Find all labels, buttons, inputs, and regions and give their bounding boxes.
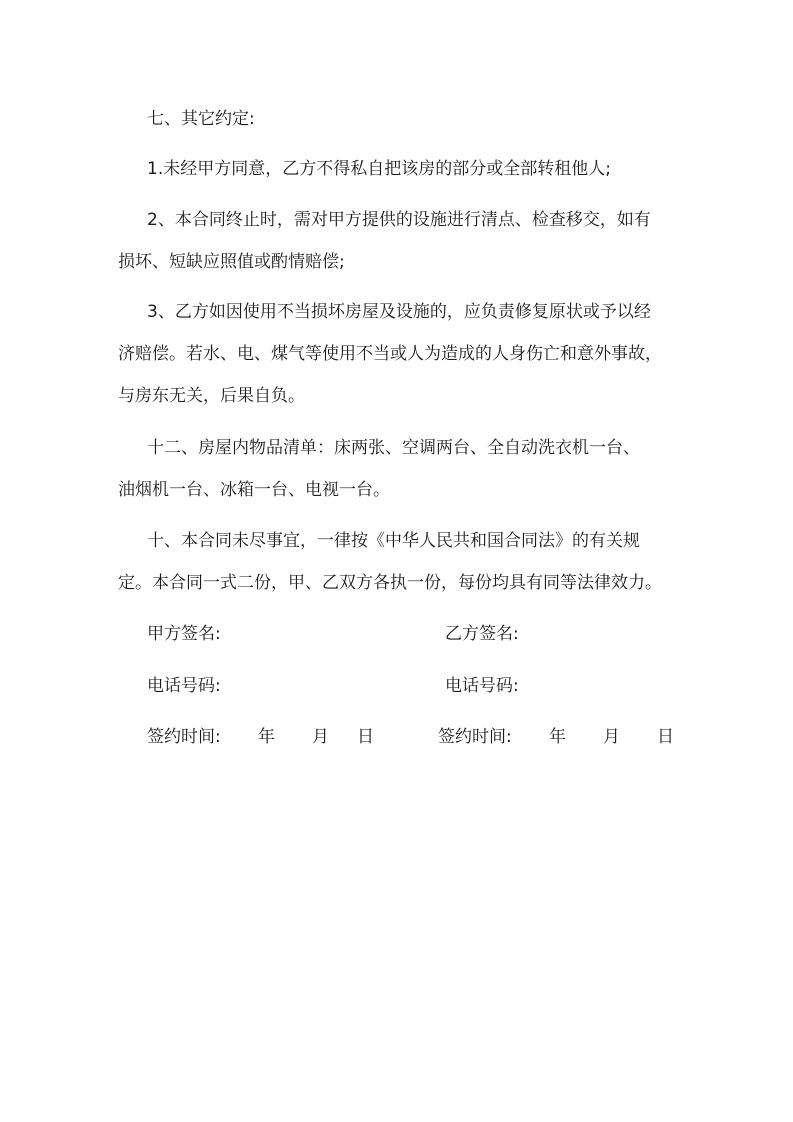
party-a-phone-label: 电话号码:: [147, 676, 221, 696]
party-b-month: 月: [603, 727, 620, 747]
party-a-date-label: 签约时间:: [147, 727, 221, 747]
clause-3-line-2: 济赔偿。若水、电、煤气等使用不当或人为造成的人身伤亡和意外事故，: [118, 344, 662, 364]
party-b-sign-label: 乙方签名:: [445, 624, 519, 644]
clause-1: 1.未经甲方同意，乙方不得私自把该房的部分或全部转租他人;: [147, 159, 611, 179]
party-b-date-label: 签约时间:: [438, 727, 512, 747]
section-ten-line-2: 定。本合同一式二份，甲、乙双方各执一份，每份均具有同等法律效力。: [118, 573, 662, 593]
clause-2-line-2: 损坏、短缺应照值或酌情赔偿;: [118, 252, 345, 272]
section-twelve-line-2: 油烟机一台、冰箱一台、电视一台。: [118, 480, 390, 500]
section-twelve-line-1: 十二、房屋内物品清单：床两张、空调两台、全自动洗衣机一台、: [147, 438, 640, 458]
section-ten-line-1: 十、本合同未尽事宜，一律按《中华人民共和国合同法》的有关规: [147, 531, 640, 551]
party-a-year: 年: [258, 727, 275, 747]
section-seven-title: 七、其它约定:: [147, 109, 255, 129]
party-b-phone-label: 电话号码:: [445, 676, 519, 696]
clause-3-line-1: 3、乙方如因使用不当损坏房屋及设施的，应负责修复原状或予以经: [147, 302, 651, 322]
clause-3-line-3: 与房东无关，后果自负。: [118, 386, 305, 406]
party-a-sign-label: 甲方签名:: [147, 624, 221, 644]
party-a-day: 日: [357, 727, 374, 747]
party-a-month: 月: [312, 727, 329, 747]
party-b-year: 年: [549, 727, 566, 747]
party-b-day: 日: [657, 727, 674, 747]
clause-2-line-1: 2、本合同终止时，需对甲方提供的设施进行清点、检查移交，如有: [147, 210, 651, 230]
